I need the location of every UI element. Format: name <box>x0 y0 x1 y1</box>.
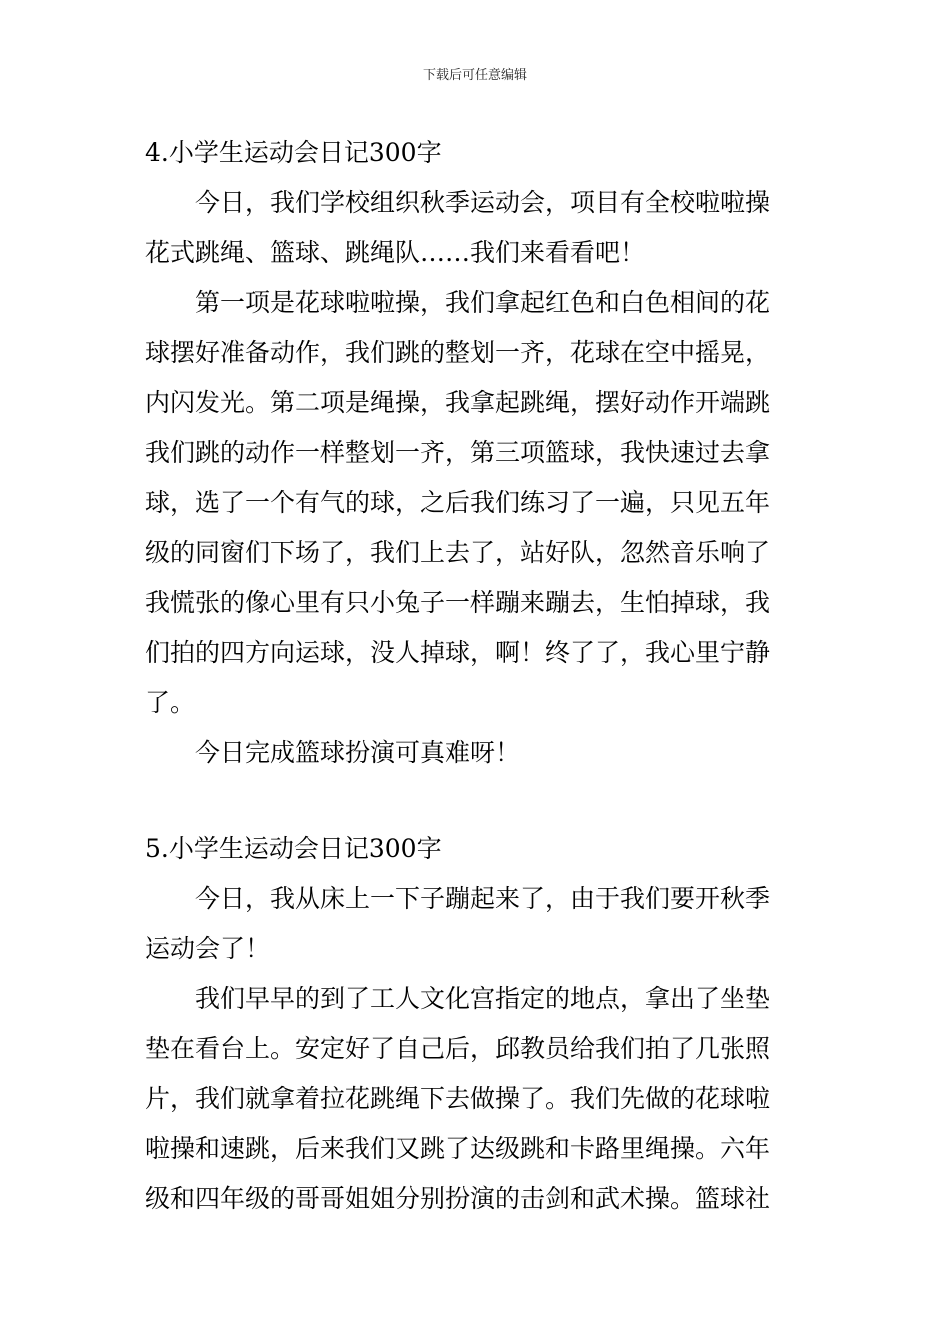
paragraph-line: 垫在看台上。安定好了自己后，邱教员给我们拍了几张照 <box>145 1034 771 1063</box>
paragraph-line: 我慌张的像心里有只小兔子一样蹦来蹦去，生怕掉球，我 <box>145 588 771 617</box>
section-title: 5.小学生运动会日记300字 <box>145 834 442 863</box>
section-spacer <box>145 778 805 824</box>
paragraph-line: 级和四年级的哥哥姐姐分别扮演的击剑和武术操。篮球社 <box>145 1184 771 1213</box>
document-body <box>145 128 805 1224</box>
paragraph-line: 们拍的四方向运球，没人掉球，啊！终了了，我心里宁静 <box>145 638 771 667</box>
paragraph-line: 运动会了！ <box>145 934 271 963</box>
paragraph-line: 我们跳的动作一样整划一齐，第三项篮球，我快速过去拿 <box>145 438 771 467</box>
paragraph-line: 级的同窗们下场了，我们上去了，站好队，忽然音乐响了 <box>145 538 771 567</box>
paragraph-line: 啦操和速跳，后来我们又跳了达级跳和卡路里绳操。六年 <box>145 1134 771 1163</box>
paragraph-line: 今日完成篮球扮演可真难呀！ <box>195 738 521 767</box>
paragraph-line: 花式跳绳、篮球、跳绳队……我们来看看吧！ <box>145 238 646 267</box>
paragraph-line: 我们早早的到了工人文化宫指定的地点，拿出了坐垫 <box>195 984 771 1013</box>
paragraph-line: 球，选了一个有气的球，之后我们练习了一遍，只见五年 <box>145 488 771 517</box>
paragraph-line: 了。 <box>145 688 196 717</box>
section-title: 4.小学生运动会日记300字 <box>145 138 442 167</box>
page-header: 下载后可任意编辑 <box>422 68 527 83</box>
paragraph-line: 今日，我们学校组织秋季运动会，项目有全校啦啦操 <box>195 188 771 217</box>
paragraph-line: 第一项是花球啦啦操，我们拿起红色和白色相间的花 <box>195 288 771 317</box>
paragraph-line: 今日，我从床上一下子蹦起来了，由于我们要开秋季 <box>195 884 771 913</box>
paragraph-line: 球摆好准备动作，我们跳的整划一齐，花球在空中摇晃， <box>145 338 771 367</box>
paragraph-line: 内闪发光。第二项是绳操，我拿起跳绳，摆好动作开端跳 <box>145 388 771 417</box>
paragraph-line: 片，我们就拿着拉花跳绳下去做操了。我们先做的花球啦 <box>145 1084 771 1113</box>
